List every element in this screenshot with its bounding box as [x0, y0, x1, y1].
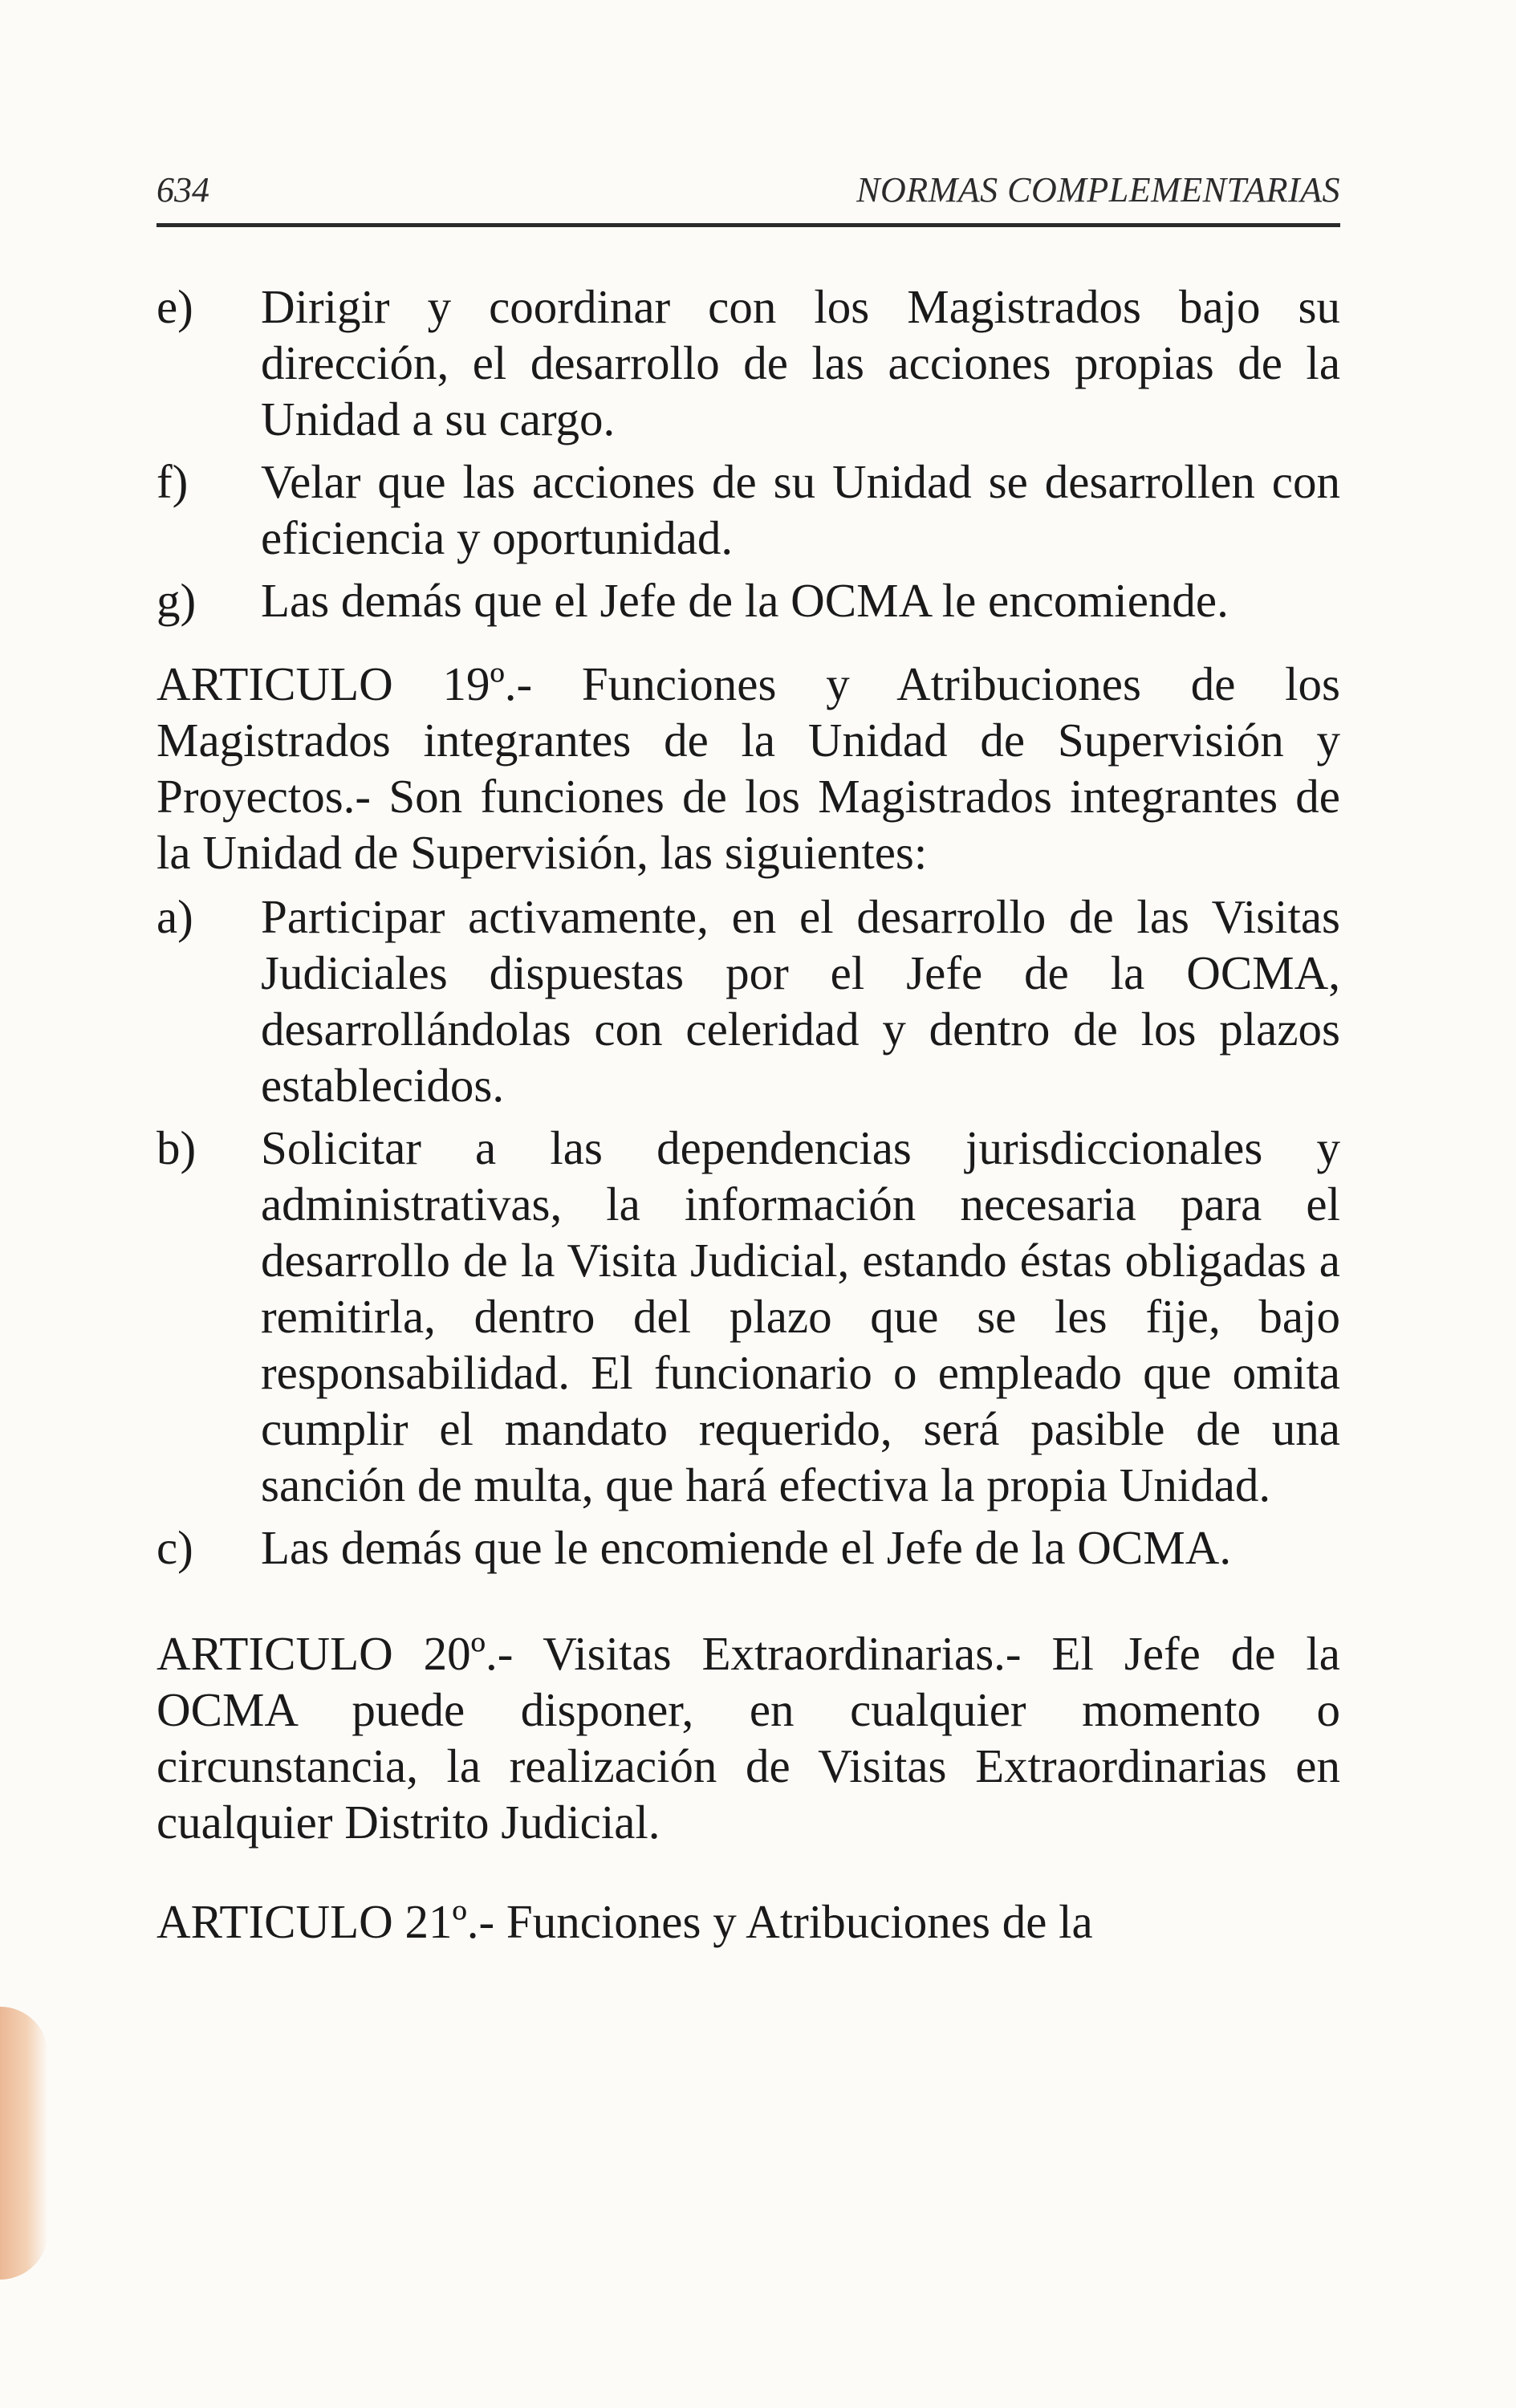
article-21: ARTICULO 21º.- Funciones y Atribuciones de la: [156, 1895, 1093, 1948]
item-text: Las demás que el Jefe de la OCMA le encomiende.: [261, 574, 1229, 627]
item-marker: g): [156, 574, 197, 627]
list-item: [156, 572, 1340, 628]
item-marker: b): [156, 1121, 197, 1174]
item-text: Solicitar a las dependencias jurisdiccionales y administrativas, la información necesaria para el desarrollo de la Visita Judicial, estando éstas obligadas a remitirla, dentro del plazo que se les fije, bajo responsabilidad. El funcionario o empleado que omita cumplir el mandato requerido, será pasible de una sanción de multa, que hará efectiva la propia Unidad.: [261, 1121, 1340, 1511]
item-marker: c): [156, 1521, 193, 1574]
item-text: Las demás que le encomiende el Jefe de la OCMA.: [261, 1521, 1232, 1574]
item-marker: a): [156, 890, 193, 943]
article-19: ARTICULO 19º.- Funciones y Atribuciones de los Magistrados integrantes de la Unidad de Supervisión y Proyectos.- Son funciones de los Magistrados integrantes de la Unidad de Supervisión, las siguientes:: [156, 657, 1340, 879]
item-text: Participar activamente, en el desarrollo de las Visitas Judiciales dispuestas por el Jefe de la OCMA, desarrollándolas con celeridad y dentro de los plazos establecidos.: [261, 890, 1340, 1112]
item-text: Dirigir y coordinar con los Magistrados bajo su dirección, el desarrollo de las acciones propias de la Unidad a su cargo.: [261, 280, 1340, 445]
running-title: NORMAS COMPLEMENTARIAS: [856, 170, 1340, 209]
book-page: [156, 169, 1340, 1958]
page-edge-stain: [0, 2007, 48, 2280]
list-item: [156, 889, 1340, 1113]
list-item: [156, 454, 1340, 566]
running-header: [156, 169, 1340, 227]
article-20: ARTICULO 20º.- Visitas Extraordinarias.- El Jefe de la OCMA puede disponer, en cualquier momento o circunstancia, la realización de Visitas Extraordinarias en cualquier Distrito Judicial.: [156, 1627, 1340, 1849]
item-marker: f): [156, 455, 189, 508]
list-item: [156, 1120, 1340, 1513]
list-item: [156, 279, 1340, 447]
item-marker: e): [156, 280, 193, 333]
list-item: [156, 1519, 1340, 1576]
page-body: [156, 279, 1340, 1950]
item-text: Velar que las acciones de su Unidad se desarrollen con eficiencia y oportunidad.: [261, 455, 1340, 564]
page-number: 634: [156, 170, 209, 209]
